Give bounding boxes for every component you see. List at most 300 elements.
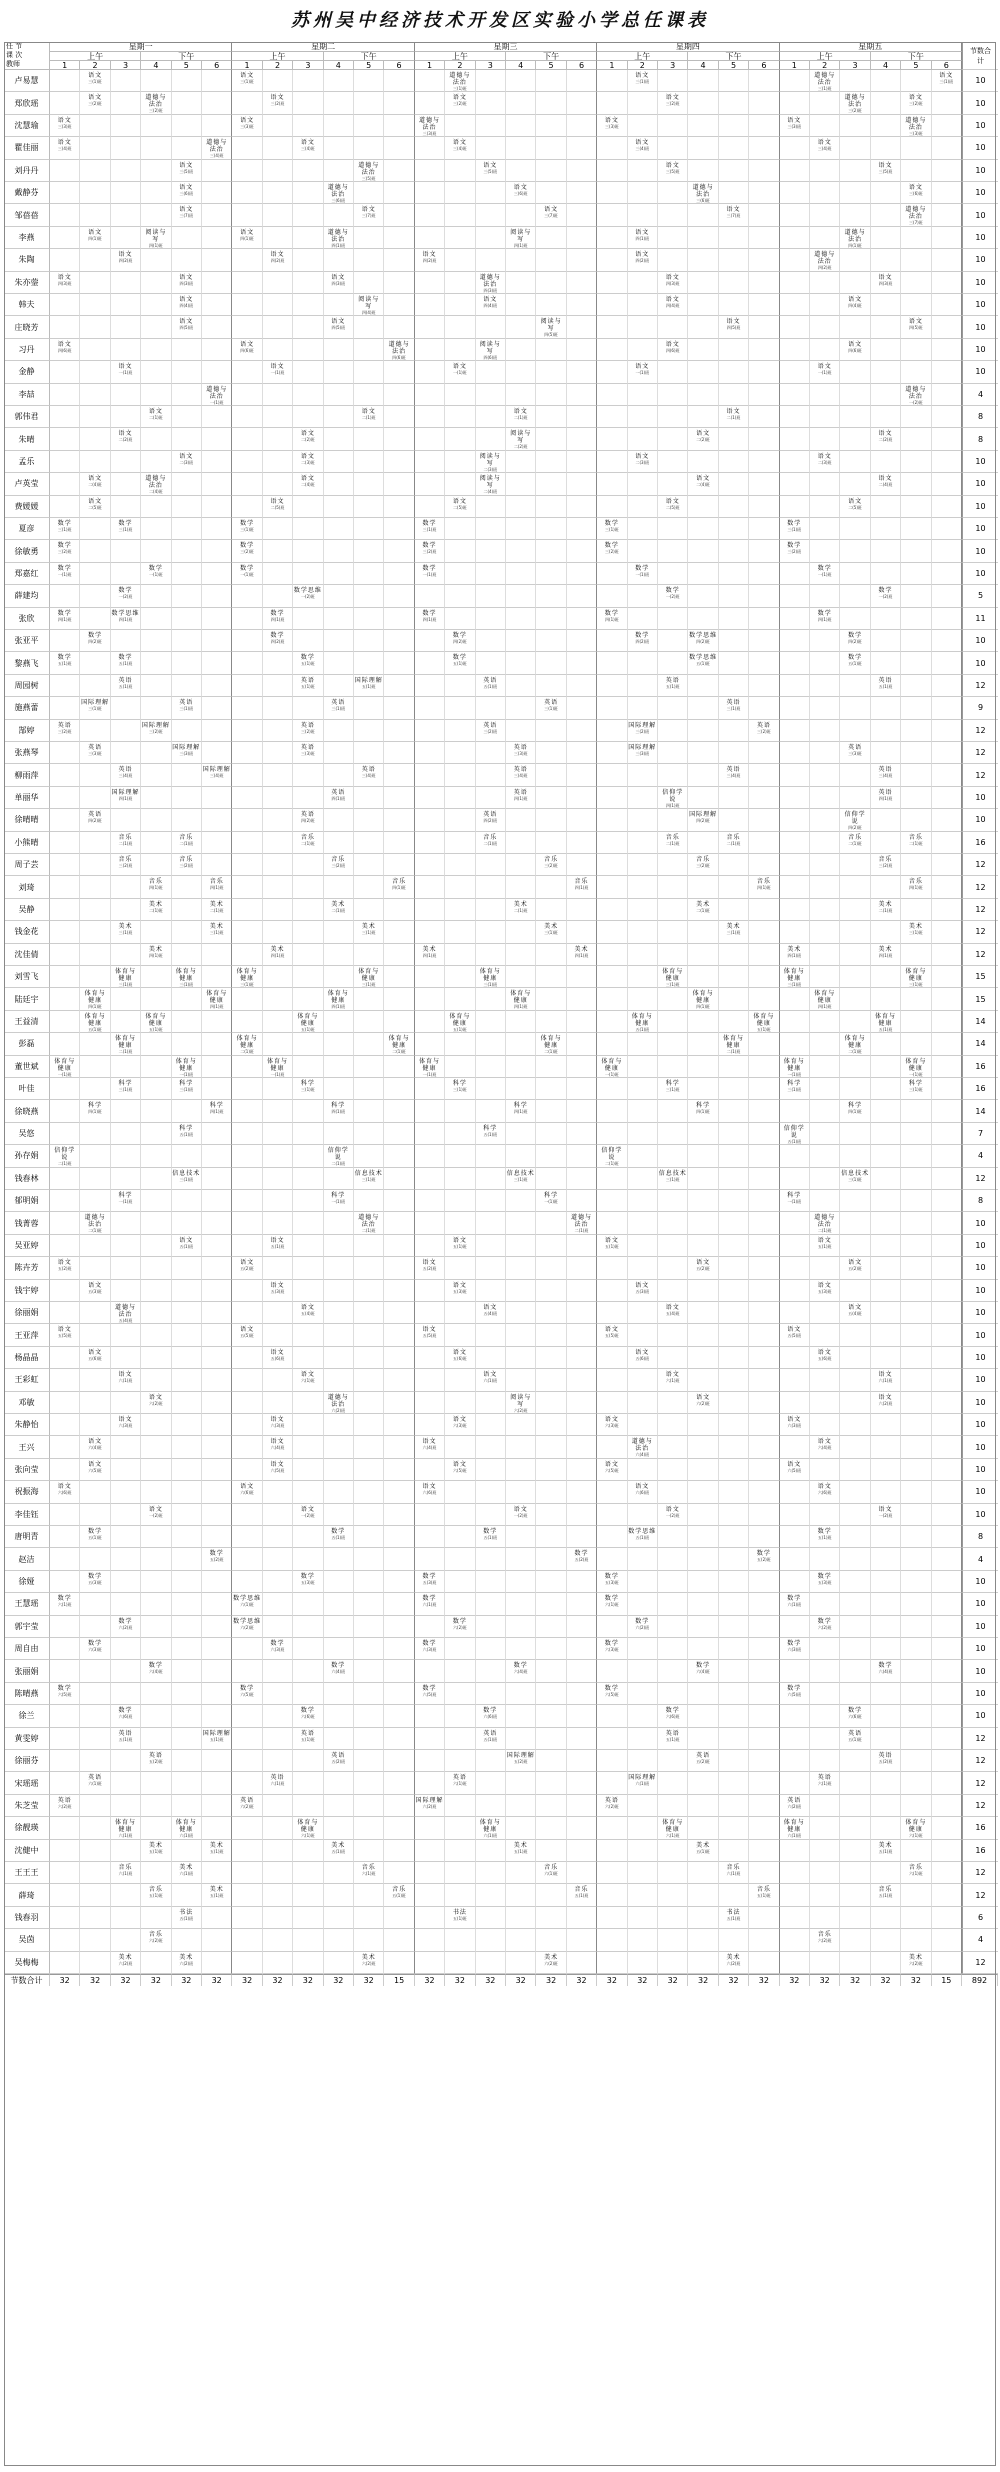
schedule-cell[interactable]: [810, 182, 840, 204]
schedule-cell[interactable]: [141, 294, 171, 316]
schedule-cell[interactable]: [840, 1123, 870, 1145]
schedule-cell[interactable]: [658, 1459, 688, 1481]
schedule-cell[interactable]: [567, 406, 597, 428]
schedule-cell[interactable]: [628, 1369, 658, 1391]
schedule-cell[interactable]: [536, 1571, 566, 1593]
schedule-cell[interactable]: [567, 876, 597, 898]
schedule-cell[interactable]: [80, 809, 110, 831]
schedule-cell[interactable]: [932, 92, 962, 114]
schedule-cell[interactable]: [415, 1123, 445, 1145]
schedule-cell[interactable]: [445, 1056, 475, 1078]
schedule-cell[interactable]: [384, 316, 414, 338]
schedule-cell[interactable]: [324, 1257, 354, 1279]
schedule-cell[interactable]: [476, 1212, 506, 1234]
schedule-cell[interactable]: [780, 1436, 810, 1458]
schedule-cell[interactable]: [324, 1548, 354, 1570]
schedule-cell[interactable]: [445, 204, 475, 226]
schedule-cell[interactable]: [780, 1459, 810, 1481]
schedule-cell[interactable]: [658, 1324, 688, 1346]
schedule-cell[interactable]: [384, 630, 414, 652]
schedule-cell[interactable]: [384, 361, 414, 383]
schedule-cell[interactable]: [871, 1168, 901, 1190]
schedule-cell[interactable]: [810, 1593, 840, 1615]
schedule-cell[interactable]: [749, 1952, 779, 1974]
schedule-cell[interactable]: [628, 1817, 658, 1839]
schedule-cell[interactable]: [840, 1436, 870, 1458]
schedule-cell[interactable]: [324, 160, 354, 182]
schedule-cell[interactable]: [202, 1884, 232, 1906]
schedule-cell[interactable]: [415, 899, 445, 921]
schedule-cell[interactable]: [597, 966, 627, 988]
schedule-cell[interactable]: [536, 1907, 566, 1929]
schedule-cell[interactable]: [658, 1257, 688, 1279]
schedule-cell[interactable]: [536, 1795, 566, 1817]
schedule-cell[interactable]: [688, 1302, 718, 1324]
schedule-cell[interactable]: [628, 832, 658, 854]
schedule-cell[interactable]: [445, 1705, 475, 1727]
schedule-cell[interactable]: [80, 720, 110, 742]
schedule-cell[interactable]: [445, 1772, 475, 1794]
schedule-cell[interactable]: [840, 899, 870, 921]
schedule-cell[interactable]: [293, 540, 323, 562]
schedule-cell[interactable]: [293, 496, 323, 518]
schedule-cell[interactable]: [354, 1145, 384, 1167]
schedule-cell[interactable]: [719, 339, 749, 361]
schedule-cell[interactable]: [871, 1817, 901, 1839]
schedule-cell[interactable]: [80, 1190, 110, 1212]
schedule-cell[interactable]: [415, 1414, 445, 1436]
schedule-cell[interactable]: [50, 1571, 80, 1593]
schedule-cell[interactable]: [80, 1750, 110, 1772]
schedule-cell[interactable]: [567, 1929, 597, 1951]
schedule-cell[interactable]: [719, 1302, 749, 1324]
schedule-cell[interactable]: [567, 1683, 597, 1705]
schedule-cell[interactable]: [901, 1750, 931, 1772]
schedule-cell[interactable]: [901, 406, 931, 428]
schedule-cell[interactable]: [202, 1616, 232, 1638]
schedule-cell[interactable]: [810, 899, 840, 921]
schedule-cell[interactable]: [263, 944, 293, 966]
schedule-cell[interactable]: [476, 1638, 506, 1660]
schedule-cell[interactable]: [415, 1593, 445, 1615]
schedule-cell[interactable]: [688, 496, 718, 518]
schedule-cell[interactable]: [293, 1011, 323, 1033]
schedule-cell[interactable]: [80, 697, 110, 719]
schedule-cell[interactable]: [567, 294, 597, 316]
schedule-cell[interactable]: [324, 1728, 354, 1750]
schedule-cell[interactable]: [354, 1548, 384, 1570]
schedule-cell[interactable]: [901, 585, 931, 607]
schedule-cell[interactable]: [50, 1929, 80, 1951]
schedule-cell[interactable]: [202, 1728, 232, 1750]
schedule-cell[interactable]: [628, 204, 658, 226]
schedule-cell[interactable]: [749, 1795, 779, 1817]
schedule-cell[interactable]: [567, 1660, 597, 1682]
schedule-cell[interactable]: [597, 787, 627, 809]
schedule-cell[interactable]: [567, 1280, 597, 1302]
schedule-cell[interactable]: [111, 1033, 141, 1055]
schedule-cell[interactable]: [141, 496, 171, 518]
schedule-cell[interactable]: [202, 1392, 232, 1414]
schedule-cell[interactable]: [293, 1526, 323, 1548]
schedule-cell[interactable]: [506, 1459, 536, 1481]
schedule-cell[interactable]: [719, 1459, 749, 1481]
schedule-cell[interactable]: [324, 294, 354, 316]
schedule-cell[interactable]: [354, 115, 384, 137]
schedule-cell[interactable]: [354, 1056, 384, 1078]
schedule-cell[interactable]: [506, 70, 536, 92]
schedule-cell[interactable]: [324, 652, 354, 674]
schedule-cell[interactable]: [749, 1616, 779, 1638]
schedule-cell[interactable]: [840, 1011, 870, 1033]
schedule-cell[interactable]: [415, 1840, 445, 1862]
schedule-cell[interactable]: [840, 921, 870, 943]
schedule-cell[interactable]: [871, 1212, 901, 1234]
schedule-cell[interactable]: [567, 787, 597, 809]
schedule-cell[interactable]: [688, 1840, 718, 1862]
schedule-cell[interactable]: [658, 876, 688, 898]
schedule-cell[interactable]: [415, 1056, 445, 1078]
schedule-cell[interactable]: [415, 1436, 445, 1458]
schedule-cell[interactable]: [506, 1862, 536, 1884]
schedule-cell[interactable]: [232, 361, 262, 383]
schedule-cell[interactable]: [871, 832, 901, 854]
schedule-cell[interactable]: [780, 70, 810, 92]
schedule-cell[interactable]: [658, 899, 688, 921]
schedule-cell[interactable]: [567, 473, 597, 495]
schedule-cell[interactable]: [232, 272, 262, 294]
schedule-cell[interactable]: [111, 1660, 141, 1682]
schedule-cell[interactable]: [202, 1436, 232, 1458]
schedule-cell[interactable]: [658, 1795, 688, 1817]
schedule-cell[interactable]: [141, 1750, 171, 1772]
schedule-cell[interactable]: [445, 697, 475, 719]
schedule-cell[interactable]: [415, 316, 445, 338]
schedule-cell[interactable]: [80, 160, 110, 182]
schedule-cell[interactable]: [111, 1772, 141, 1794]
schedule-cell[interactable]: [384, 1369, 414, 1391]
schedule-cell[interactable]: [324, 1145, 354, 1167]
schedule-cell[interactable]: [354, 1235, 384, 1257]
schedule-cell[interactable]: [445, 1817, 475, 1839]
schedule-cell[interactable]: [111, 1369, 141, 1391]
schedule-cell[interactable]: [80, 518, 110, 540]
schedule-cell[interactable]: [932, 675, 962, 697]
schedule-cell[interactable]: [688, 921, 718, 943]
schedule-cell[interactable]: [415, 518, 445, 540]
schedule-cell[interactable]: [415, 563, 445, 585]
schedule-cell[interactable]: [445, 1750, 475, 1772]
schedule-cell[interactable]: [202, 1593, 232, 1615]
schedule-cell[interactable]: [597, 451, 627, 473]
schedule-cell[interactable]: [536, 339, 566, 361]
schedule-cell[interactable]: [688, 1728, 718, 1750]
schedule-cell[interactable]: [172, 1190, 202, 1212]
schedule-cell[interactable]: [172, 1750, 202, 1772]
schedule-cell[interactable]: [597, 182, 627, 204]
schedule-cell[interactable]: [172, 540, 202, 562]
schedule-cell[interactable]: [476, 473, 506, 495]
schedule-cell[interactable]: [172, 496, 202, 518]
schedule-cell[interactable]: [445, 1168, 475, 1190]
schedule-cell[interactable]: [354, 1011, 384, 1033]
schedule-cell[interactable]: [141, 1683, 171, 1705]
schedule-cell[interactable]: [172, 1235, 202, 1257]
schedule-cell[interactable]: [202, 1952, 232, 1974]
schedule-cell[interactable]: [719, 1078, 749, 1100]
schedule-cell[interactable]: [111, 1907, 141, 1929]
schedule-cell[interactable]: [50, 1436, 80, 1458]
schedule-cell[interactable]: [749, 518, 779, 540]
schedule-cell[interactable]: [719, 92, 749, 114]
schedule-cell[interactable]: [840, 1257, 870, 1279]
schedule-cell[interactable]: [536, 361, 566, 383]
schedule-cell[interactable]: [597, 384, 627, 406]
schedule-cell[interactable]: [567, 608, 597, 630]
schedule-cell[interactable]: [780, 316, 810, 338]
schedule-cell[interactable]: [536, 1257, 566, 1279]
schedule-cell[interactable]: [476, 1571, 506, 1593]
schedule-cell[interactable]: [597, 1145, 627, 1167]
schedule-cell[interactable]: [688, 1324, 718, 1346]
schedule-cell[interactable]: [810, 1705, 840, 1727]
schedule-cell[interactable]: [567, 137, 597, 159]
schedule-cell[interactable]: [597, 1728, 627, 1750]
schedule-cell[interactable]: [932, 1392, 962, 1414]
schedule-cell[interactable]: [810, 361, 840, 383]
schedule-cell[interactable]: [324, 854, 354, 876]
schedule-cell[interactable]: [202, 832, 232, 854]
schedule-cell[interactable]: [445, 1616, 475, 1638]
schedule-cell[interactable]: [688, 1033, 718, 1055]
schedule-cell[interactable]: [932, 115, 962, 137]
schedule-cell[interactable]: [749, 1481, 779, 1503]
schedule-cell[interactable]: [749, 899, 779, 921]
schedule-cell[interactable]: [536, 92, 566, 114]
schedule-cell[interactable]: [840, 137, 870, 159]
schedule-cell[interactable]: [840, 720, 870, 742]
schedule-cell[interactable]: [688, 406, 718, 428]
schedule-cell[interactable]: [324, 1033, 354, 1055]
schedule-cell[interactable]: [172, 1145, 202, 1167]
schedule-cell[interactable]: [141, 1862, 171, 1884]
schedule-cell[interactable]: [232, 1750, 262, 1772]
schedule-cell[interactable]: [476, 1705, 506, 1727]
schedule-cell[interactable]: [384, 944, 414, 966]
schedule-cell[interactable]: [50, 966, 80, 988]
schedule-cell[interactable]: [719, 1324, 749, 1346]
schedule-cell[interactable]: [719, 697, 749, 719]
schedule-cell[interactable]: [506, 1772, 536, 1794]
schedule-cell[interactable]: [506, 339, 536, 361]
schedule-cell[interactable]: [202, 921, 232, 943]
schedule-cell[interactable]: [232, 1571, 262, 1593]
schedule-cell[interactable]: [840, 316, 870, 338]
schedule-cell[interactable]: [415, 1571, 445, 1593]
schedule-cell[interactable]: [141, 1280, 171, 1302]
schedule-cell[interactable]: [354, 361, 384, 383]
schedule-cell[interactable]: [780, 966, 810, 988]
schedule-cell[interactable]: [871, 70, 901, 92]
schedule-cell[interactable]: [384, 1280, 414, 1302]
schedule-cell[interactable]: [415, 1145, 445, 1167]
schedule-cell[interactable]: [80, 1772, 110, 1794]
schedule-cell[interactable]: [506, 249, 536, 271]
schedule-cell[interactable]: [263, 1459, 293, 1481]
schedule-cell[interactable]: [536, 1347, 566, 1369]
schedule-cell[interactable]: [354, 518, 384, 540]
schedule-cell[interactable]: [445, 1011, 475, 1033]
schedule-cell[interactable]: [80, 272, 110, 294]
schedule-cell[interactable]: [658, 720, 688, 742]
schedule-cell[interactable]: [658, 608, 688, 630]
schedule-cell[interactable]: [901, 1616, 931, 1638]
schedule-cell[interactable]: [536, 1683, 566, 1705]
schedule-cell[interactable]: [536, 1481, 566, 1503]
schedule-cell[interactable]: [384, 1616, 414, 1638]
schedule-cell[interactable]: [810, 1728, 840, 1750]
schedule-cell[interactable]: [810, 1952, 840, 1974]
schedule-cell[interactable]: [719, 1168, 749, 1190]
schedule-cell[interactable]: [932, 272, 962, 294]
schedule-cell[interactable]: [688, 1168, 718, 1190]
schedule-cell[interactable]: [780, 1011, 810, 1033]
schedule-cell[interactable]: [506, 1481, 536, 1503]
schedule-cell[interactable]: [567, 272, 597, 294]
schedule-cell[interactable]: [111, 204, 141, 226]
schedule-cell[interactable]: [445, 1190, 475, 1212]
schedule-cell[interactable]: [749, 361, 779, 383]
schedule-cell[interactable]: [476, 944, 506, 966]
schedule-cell[interactable]: [871, 1481, 901, 1503]
schedule-cell[interactable]: [536, 764, 566, 786]
schedule-cell[interactable]: [172, 204, 202, 226]
schedule-cell[interactable]: [293, 585, 323, 607]
schedule-cell[interactable]: [688, 742, 718, 764]
schedule-cell[interactable]: [597, 70, 627, 92]
schedule-cell[interactable]: [293, 1235, 323, 1257]
schedule-cell[interactable]: [293, 608, 323, 630]
schedule-cell[interactable]: [384, 1884, 414, 1906]
schedule-cell[interactable]: [384, 720, 414, 742]
schedule-cell[interactable]: [628, 160, 658, 182]
schedule-cell[interactable]: [50, 316, 80, 338]
schedule-cell[interactable]: [688, 294, 718, 316]
schedule-cell[interactable]: [324, 608, 354, 630]
schedule-cell[interactable]: [202, 182, 232, 204]
schedule-cell[interactable]: [445, 1548, 475, 1570]
schedule-cell[interactable]: [658, 160, 688, 182]
schedule-cell[interactable]: [628, 1683, 658, 1705]
schedule-cell[interactable]: [506, 1705, 536, 1727]
schedule-cell[interactable]: [232, 563, 262, 585]
schedule-cell[interactable]: [840, 518, 870, 540]
schedule-cell[interactable]: [476, 160, 506, 182]
schedule-cell[interactable]: [415, 451, 445, 473]
schedule-cell[interactable]: [932, 1929, 962, 1951]
schedule-cell[interactable]: [445, 1212, 475, 1234]
schedule-cell[interactable]: [50, 988, 80, 1010]
schedule-cell[interactable]: [172, 137, 202, 159]
schedule-cell[interactable]: [901, 1728, 931, 1750]
schedule-cell[interactable]: [324, 809, 354, 831]
schedule-cell[interactable]: [871, 1369, 901, 1391]
schedule-cell[interactable]: [172, 832, 202, 854]
schedule-cell[interactable]: [536, 249, 566, 271]
schedule-cell[interactable]: [415, 361, 445, 383]
schedule-cell[interactable]: [476, 1728, 506, 1750]
schedule-cell[interactable]: [202, 1414, 232, 1436]
schedule-cell[interactable]: [810, 316, 840, 338]
schedule-cell[interactable]: [263, 1078, 293, 1100]
schedule-cell[interactable]: [658, 944, 688, 966]
schedule-cell[interactable]: [597, 1884, 627, 1906]
schedule-cell[interactable]: [293, 1504, 323, 1526]
schedule-cell[interactable]: [597, 1280, 627, 1302]
schedule-cell[interactable]: [354, 1481, 384, 1503]
schedule-cell[interactable]: [658, 764, 688, 786]
schedule-cell[interactable]: [688, 675, 718, 697]
schedule-cell[interactable]: [719, 1571, 749, 1593]
schedule-cell[interactable]: [567, 1145, 597, 1167]
schedule-cell[interactable]: [445, 249, 475, 271]
schedule-cell[interactable]: [932, 384, 962, 406]
schedule-cell[interactable]: [263, 630, 293, 652]
schedule-cell[interactable]: [780, 1302, 810, 1324]
schedule-cell[interactable]: [80, 1302, 110, 1324]
schedule-cell[interactable]: [901, 1235, 931, 1257]
schedule-cell[interactable]: [232, 832, 262, 854]
schedule-cell[interactable]: [263, 1504, 293, 1526]
schedule-cell[interactable]: [415, 1392, 445, 1414]
schedule-cell[interactable]: [202, 1280, 232, 1302]
schedule-cell[interactable]: [567, 1616, 597, 1638]
schedule-cell[interactable]: [719, 1347, 749, 1369]
schedule-cell[interactable]: [506, 1190, 536, 1212]
schedule-cell[interactable]: [445, 1504, 475, 1526]
schedule-cell[interactable]: [415, 1011, 445, 1033]
schedule-cell[interactable]: [597, 1795, 627, 1817]
schedule-cell[interactable]: [628, 608, 658, 630]
schedule-cell[interactable]: [141, 92, 171, 114]
schedule-cell[interactable]: [567, 652, 597, 674]
schedule-cell[interactable]: [810, 1795, 840, 1817]
schedule-cell[interactable]: [263, 1212, 293, 1234]
schedule-cell[interactable]: [932, 854, 962, 876]
schedule-cell[interactable]: [415, 473, 445, 495]
schedule-cell[interactable]: [688, 1190, 718, 1212]
schedule-cell[interactable]: [628, 227, 658, 249]
schedule-cell[interactable]: [354, 1616, 384, 1638]
schedule-cell[interactable]: [384, 1011, 414, 1033]
schedule-cell[interactable]: [263, 1436, 293, 1458]
schedule-cell[interactable]: [202, 809, 232, 831]
schedule-cell[interactable]: [202, 1056, 232, 1078]
schedule-cell[interactable]: [597, 809, 627, 831]
schedule-cell[interactable]: [172, 1683, 202, 1705]
schedule-cell[interactable]: [415, 1504, 445, 1526]
schedule-cell[interactable]: [658, 809, 688, 831]
schedule-cell[interactable]: [172, 361, 202, 383]
schedule-cell[interactable]: [719, 1257, 749, 1279]
schedule-cell[interactable]: [172, 1436, 202, 1458]
schedule-cell[interactable]: [688, 1212, 718, 1234]
schedule-cell[interactable]: [50, 1257, 80, 1279]
schedule-cell[interactable]: [840, 1593, 870, 1615]
schedule-cell[interactable]: [810, 70, 840, 92]
schedule-cell[interactable]: [780, 1235, 810, 1257]
schedule-cell[interactable]: [597, 1011, 627, 1033]
